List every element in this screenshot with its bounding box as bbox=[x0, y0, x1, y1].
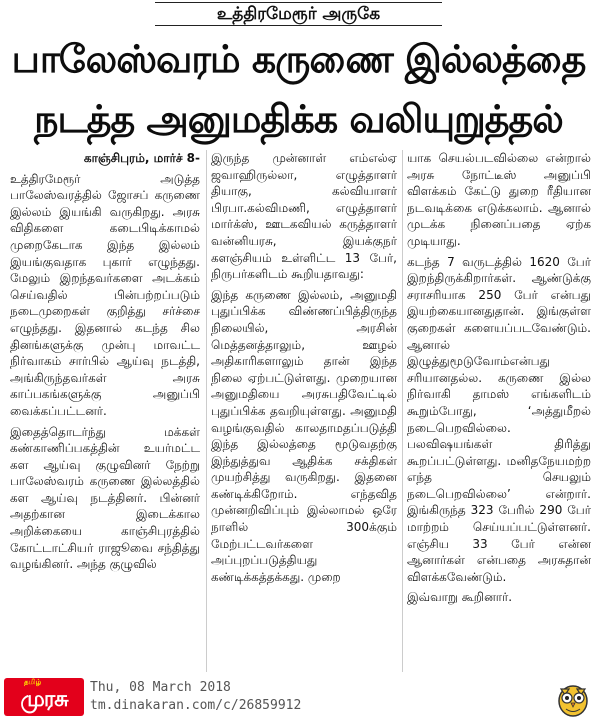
kicker-bar bbox=[0, 0, 597, 28]
article-column-3 bbox=[402, 150, 591, 672]
paragraph: இவ்வாறு கூறினார். bbox=[407, 590, 513, 605]
logo-tagline: தமிழ் bbox=[24, 678, 42, 686]
paragraph: உத்திரமேரூர் அடுத்த பாலேஸ்வரத்தில் ஜோசப் கருணை இல்லம் இயங்கி வருகிறது. அரசு விதிகளை கடைபிடிக்காமல் முறைகேடாக இந்த இல்லம் இயங்குவதாக புகார் எழுந்தது. மேலும் இறந்தவர்களை அடக்கம் செய்வதில் பின்பற்றப்படும் நடைமுறைகள் குறித்து சர்ச்சை எழுந்தது. இதனால் கடந்த சில தினங்களுக்கு முன்பு மாவட்ட நிர்வாகம் சார்பில் ஆய்வு நடத்தி, அங்கிருந்தவர்கள் அரசு காப்பகங்களுக்கு அனுப்பி வைக்கப்பட்டனர். bbox=[10, 171, 200, 418]
paragraph: யாக செயல்படவில்லை என்றால் அரசு நோட்டீஸ் அனுப்பி விளக்கம் கேட்டு துறை ரீதியான நடவடிக்கை எடுக்கலாம். ஆனால் முடக்க நினைப்பதை ஏற்க முடியாது. bbox=[407, 151, 591, 248]
paragraph: இருந்த முன்னாள் எம்எல்ஏ ஜவாஹிருல்லா, எழுத்தாளர் தியாகு, கல்வியாளர் பிரபா.கல்விமணி, எழுத்தாளர் மார்க்ஸ், ஊடகவியல் கருத்தாளர் வன்னியரசு, இயக்குநர் களஞ்சியம் உள்ளிட்ட 13 பேர், நிருபர்களிடம் கூறியதாவது: bbox=[211, 151, 397, 282]
headline-line-2: நடத்த அனுமதிக்க வலியுறுத்தல் bbox=[34, 97, 563, 141]
footer bbox=[0, 676, 597, 719]
paragraph: இந்த கருணை இல்லம், அனுமதி புதுப்பிக்க விண்ணப்பித்திருந்த நிலையில், அரசின் மெத்தனத்தாலும், ஊழல் அதிகாரிகளாலும் தான் இந்த நிலை ஏற்பட்டுள்ளது. முறையான அனுமதியை அரசுபதிவேட்டில் புதுப்பிக்க தவறியுள்ளது. அனுமதி வழங்குவதில் காலதாமதப்படுத்தி இந்த இல்லத்தை மூடுவதற்கு இந்துத்துவ ஆதிக்க சக்திகள் முயற்சித்து வருகிறது. இதனை கண்டிக்கிறோம். எந்தவித முன்னறிவிப்பும் இல்லாமல் ஒரே நாளில் 300க்கும் மேற்பட்டவர்களை அப்புறப்படுத்தியது கண்டிக்கத்தக்கது. முறை bbox=[211, 287, 397, 584]
headline-line-1: பாலேஸ்வரம் கருணை இல்லத்தை bbox=[11, 37, 586, 81]
kicker-text: உத்திரமேரூர் அருகே bbox=[155, 2, 442, 26]
publish-date: Thu, 08 March 2018 bbox=[90, 680, 231, 695]
article-column-2 bbox=[206, 150, 397, 672]
logo-wordmark: முரசு bbox=[20, 687, 68, 712]
article-column-1 bbox=[10, 150, 200, 672]
paragraph: கடந்த 7 வருடத்தில் 1620 பேர் இறந்திருக்கிறார்கள். ஆண்டுக்கு சராசரியாக 250 பேர் என்பது இயற்கையானதுதான். இங்குள்ள குறைகள் களையப்படவேண்டும். ஆனால் இழுத்துமூடுவோம்என்பது சரியானதல்ல. கருணை இல்ல நிர்வாகி தாமஸ் எங்களிடம் கூறும்போது, ‘அத்துமீறல் நடைபெறவில்லை. பலவிஷயங்கள் திரித்து கூறப்பட்டுள்ளது. மனிதநேயமற்ற எந்த செயலும் நடைபெறவில்லை’ என்றார். இங்கிருந்த 323 பேரில் 290 பேர் மாற்றம் செய்யப்பட்டுள்ளனர். எஞ்சிய 33 பேர் என்ன ஆனார்கள் என்பதை அரசுதான் விளக்கவேண்டும். bbox=[407, 254, 591, 584]
paragraph: இதைத்தொடர்ந்து மக்கள் கண்காணிப்பகத்தின் உயர்மட்ட கள ஆய்வு குழுவினர் நேற்று பாலேஸ்வரம் கருணை இல்லத்தில் கள ஆய்வு நடத்தினர். பின்னர் அதற்கான இடைக்கால அறிக்கையை காஞ்சிபுரத்தில் கோட்டாட்சியர் ராஜூவை சந்தித்து வழங்கினர். அந்த குழுவில் bbox=[10, 424, 200, 572]
brand-logo[interactable] bbox=[4, 678, 84, 716]
owl-mascot-icon bbox=[555, 679, 591, 717]
dateline: காஞ்சிபுரம், மார்ச் 8- bbox=[83, 151, 200, 165]
source-url[interactable]: tm.dinakaran.com/c/26859912 bbox=[90, 698, 302, 713]
